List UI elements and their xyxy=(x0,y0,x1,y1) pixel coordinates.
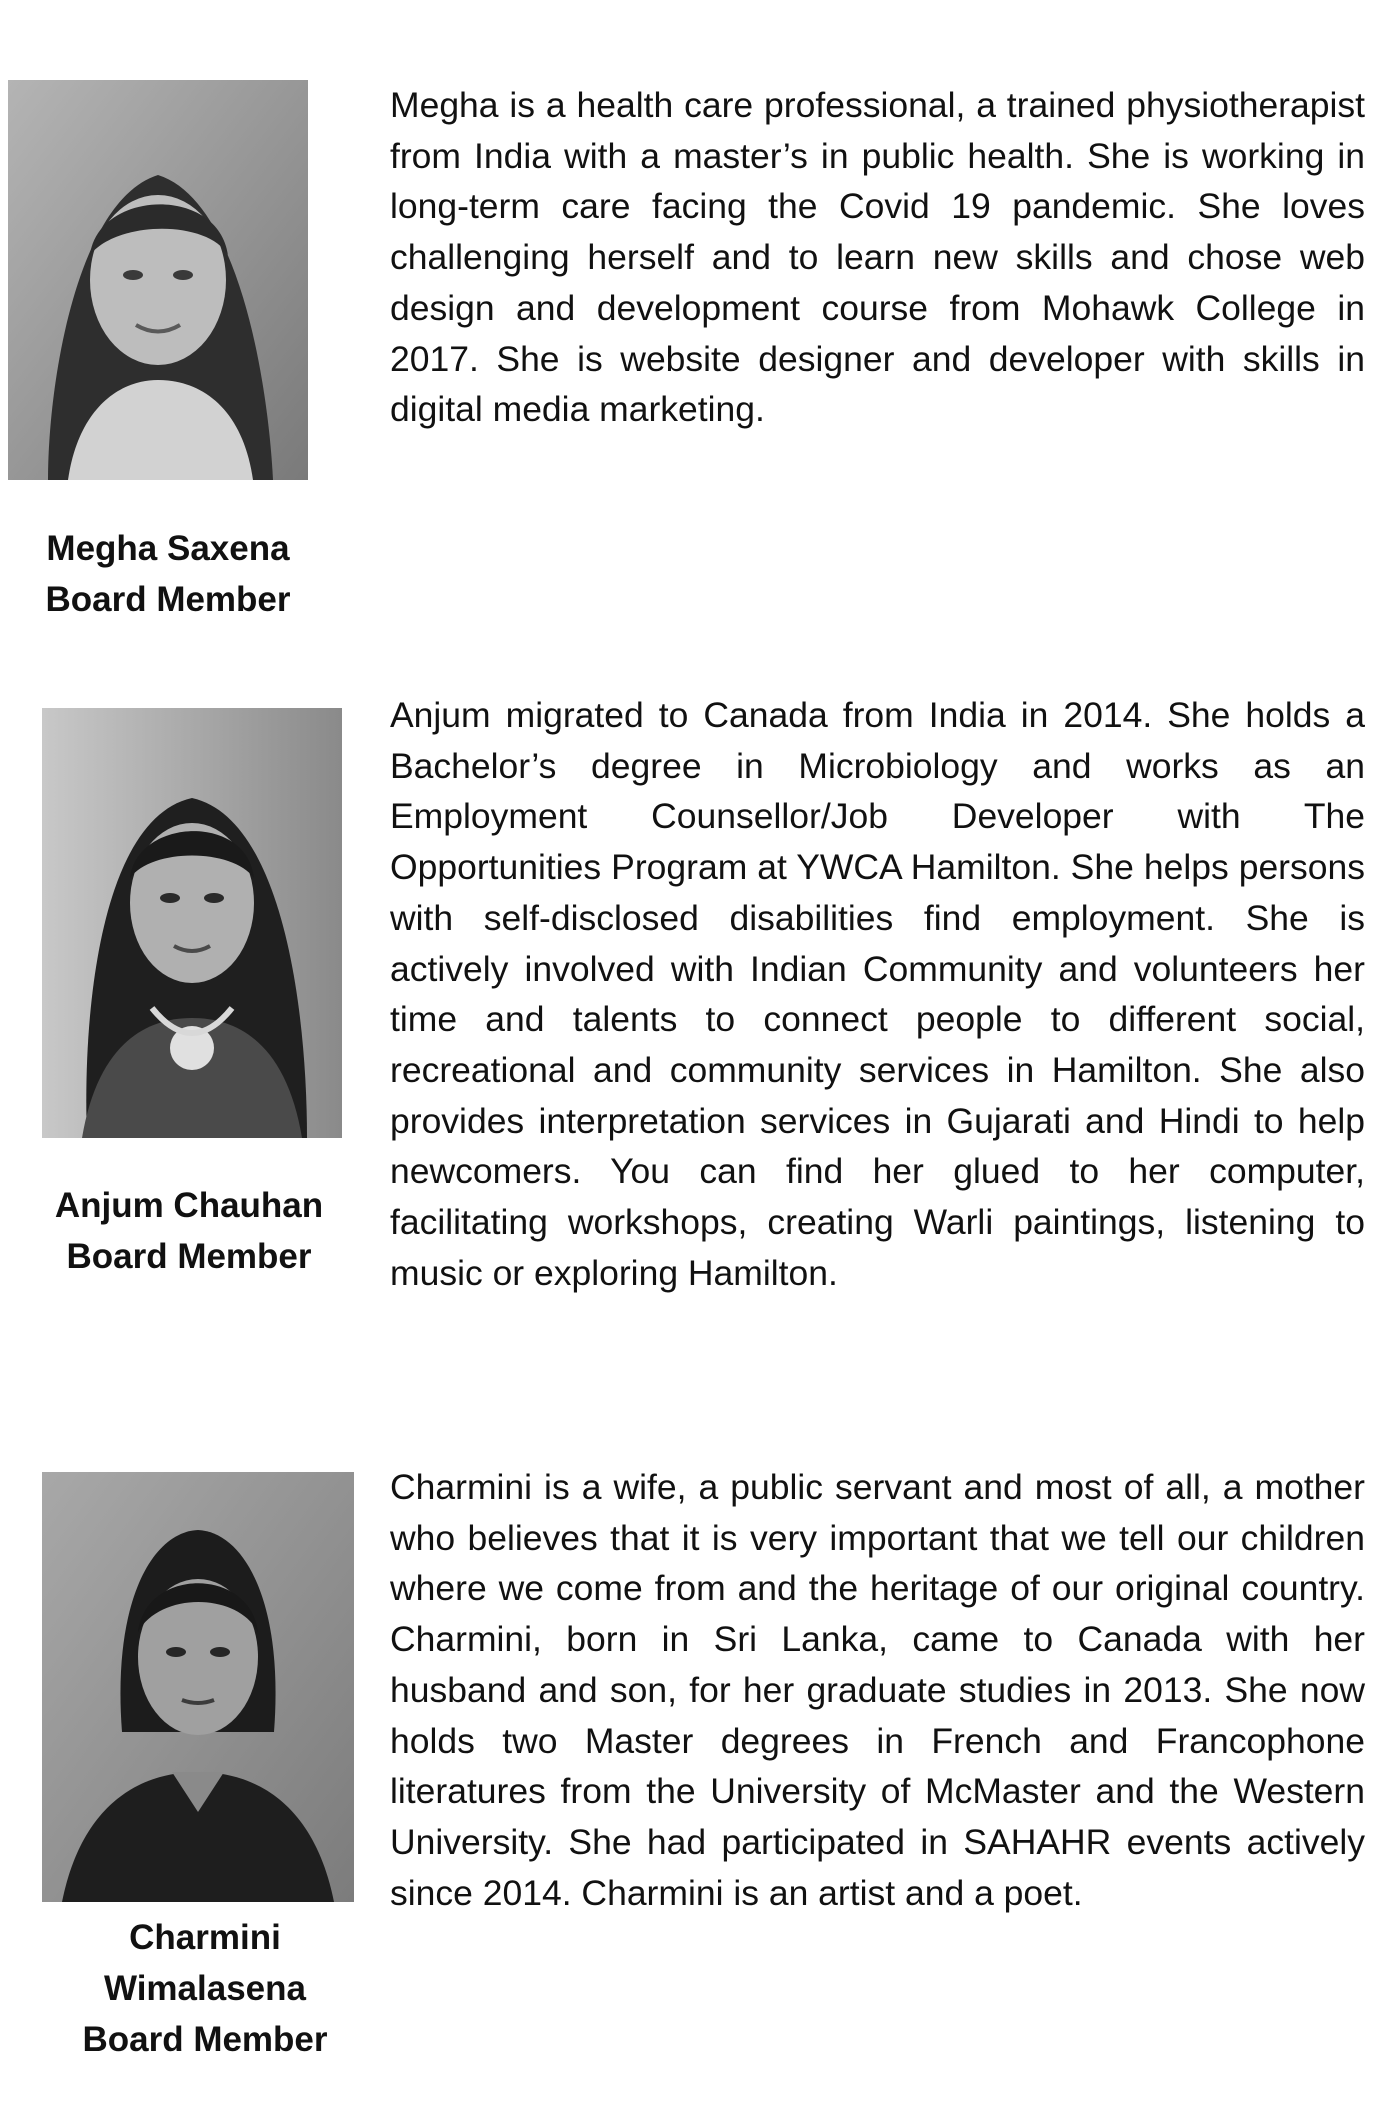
charmini-portrait-photo xyxy=(42,1472,354,1902)
anjum-name: Anjum Chauhan xyxy=(54,1186,324,1225)
charmini-caption xyxy=(50,1912,360,2065)
megha-portrait-photo xyxy=(8,80,308,480)
anjum-caption xyxy=(30,1180,348,1282)
megha-name: Megha Saxena xyxy=(46,529,290,568)
portrait-photo-icon xyxy=(42,708,342,1138)
charmini-name-last: Wimalasena xyxy=(103,1969,306,2008)
anjum-role: Board Member xyxy=(66,1237,312,1276)
charmini-bio: Charmini is a wife, a public servant and most of all, a mother who believes that it is very important that we tell our children where we come from and the heritage of our original country. Charmini, born in Sri Lanka, came to Canada with her husband and son, for her graduate studies in 2013. She now holds two Master degrees in French and Francophone literatures from the University of McMaster and the Western University. She had participated in SAHAHR events actively since 2014. Charmini is an artist and a poet. xyxy=(390,1467,1365,1913)
anjum-portrait-photo xyxy=(42,708,342,1138)
megha-role: Board Member xyxy=(45,580,291,619)
portrait-photo-icon xyxy=(8,80,308,480)
charmini-role: Board Member xyxy=(82,2020,328,2059)
portrait-photo-icon xyxy=(42,1472,354,1902)
anjum-bio: Anjum migrated to Canada from India in 2014. She holds a Bachelor’s degree in Microbiology and works as an Employment Counsellor/Job Developer with The Opportunities Program at YWCA Hamilton. She helps persons with self-disclosed disabilities find employment. She is actively involved with Indian Community and volunteers her time and talents to connect people to different social, recreational and community services in Hamilton. She also provides interpretation services in Gujarati and Hindi to help newcomers. You can find her glued to her computer, facilitating workshops, creating Warli paintings, listening to music or exploring Hamilton. xyxy=(390,695,1365,1293)
megha-caption xyxy=(0,523,336,625)
megha-bio: Megha is a health care professional, a trained physiotherapist from India with a master’s in public health. She is working in long-term care facing the Covid 19 pandemic. She loves challenging herself and to learn new skills and chose web design and development course from Mohawk College in 2017. She is website designer and developer with skills in digital media marketing. xyxy=(390,85,1365,430)
charmini-name-first: Charmini xyxy=(129,1918,281,1957)
